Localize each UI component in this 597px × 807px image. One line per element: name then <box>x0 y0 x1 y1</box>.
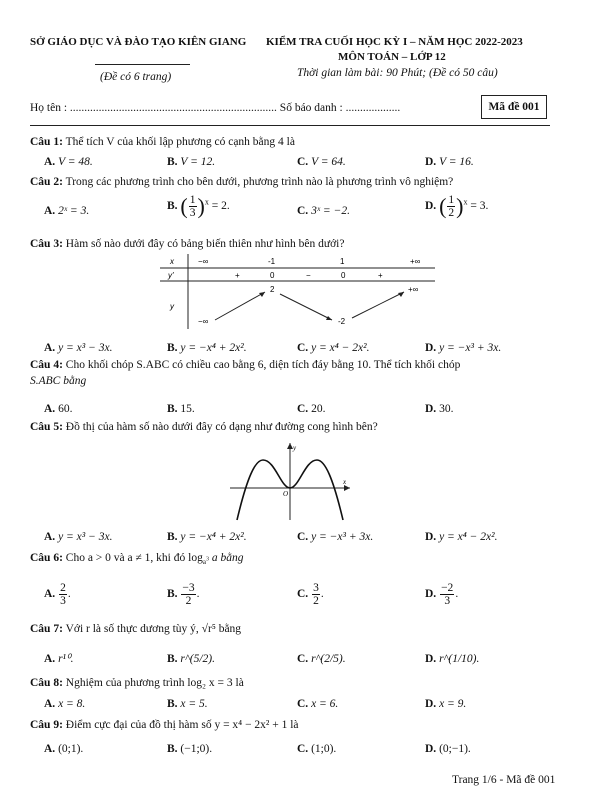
question-7: Câu 7: Với r là số thực dương tùy ý, √r⁵ bằng <box>30 623 242 635</box>
origin-label: O <box>283 490 289 498</box>
q7-option-b: B. r^(5/2). <box>167 653 215 665</box>
exam-code-box: Mã đề 001 <box>481 95 547 119</box>
axis-x-label: x <box>343 478 347 486</box>
q4-option-c: C. 20. <box>297 403 326 415</box>
q4-option-b: B. 15. <box>167 403 195 415</box>
q9-option-c: C. (1;0). <box>297 743 337 755</box>
question-4-line2: S.ABC bằng <box>30 375 87 387</box>
axis-y-label: y <box>293 444 297 452</box>
q5-option-d: D. y = x⁴ − 2x². <box>425 531 498 543</box>
question-8: Câu 8: Nghiệm của phương trình log₂ x = 3 là <box>30 677 244 689</box>
q1-option-d: D. V = 16. <box>425 156 474 168</box>
q9-option-b: B. (−1;0). <box>167 743 213 755</box>
table-x0: −∞ <box>198 257 209 266</box>
q7-option-a: A. r¹⁰. <box>44 653 74 665</box>
subject-title: MÔN TOÁN – LỚP 12 <box>338 51 446 63</box>
table-x2: 1 <box>340 257 345 266</box>
q4-option-a: A. 60. <box>44 403 73 415</box>
divider <box>95 64 190 65</box>
time-info: Thời gian làm bài: 90 Phút; (Đề có 50 câu) <box>297 67 498 79</box>
table-sign-2: − <box>306 271 311 280</box>
table-val-min: -2 <box>338 317 346 326</box>
page-count: (Đề có 6 trang) <box>100 71 172 83</box>
question-9: Câu 9: Điểm cực đại của đồ thị hàm số y = x⁴ − 2x² + 1 là <box>30 719 299 731</box>
table-val-pos-inf: +∞ <box>408 285 419 294</box>
q8-option-b: B. x = 5. <box>167 698 208 710</box>
question-1: Câu 1: Thể tích V của khối lập phương có cạnh bằng 4 là <box>30 136 295 148</box>
q3-option-d: D. y = −x³ + 3x. <box>425 342 502 354</box>
table-x-label: x <box>170 257 174 266</box>
table-sign-1: 0 <box>270 271 275 280</box>
q6-option-b: B. $\frac{-3}{2}$ . <box>167 582 200 608</box>
q1-option-a: A. V = 48. <box>44 156 93 168</box>
q2-option-b: B. ( $\frac{1}{3}$ )$^x$ = 2. <box>167 193 230 220</box>
question-3: Câu 3: Hàm số nào dưới đây có bảng biến thiên như hình bên dưới? <box>30 238 345 250</box>
table-x1: -1 <box>268 257 276 266</box>
page-footer: Trang 1/6 - Mã đề 001 <box>452 774 556 786</box>
variation-table <box>160 254 435 329</box>
table-y-label: y <box>170 302 174 311</box>
table-sign-0: + <box>235 271 240 280</box>
table-sign-4: + <box>378 271 383 280</box>
q9-option-d: D. (0;−1). <box>425 743 471 755</box>
q8-option-d: D. x = 9. <box>425 698 467 710</box>
curve-graph <box>225 438 355 523</box>
question-2: Câu 2: Trong các phương trình cho bên dưới, phương trình nào là phương trình vô nghiệm? <box>30 176 454 188</box>
table-yp-label: y' <box>168 271 174 280</box>
q2-option-a: A. 2ˣ = 3. <box>44 205 90 217</box>
exam-title: KIỂM TRA CUỐI HỌC KỲ I – NĂM HỌC 2022-2023 <box>266 36 523 48</box>
q8-option-c: C. x = 6. <box>297 698 339 710</box>
department-name: SỞ GIÁO DỤC VÀ ĐÀO TẠO KIÊN GIANG <box>30 36 247 48</box>
q4-option-d: D. 30. <box>425 403 454 415</box>
q6-option-a: A. $\frac{2}{3}$ . <box>44 582 71 608</box>
q5-option-a: A. y = x³ − 3x. <box>44 531 113 543</box>
header-divider <box>30 125 550 126</box>
q5-option-b: B. y = −x⁴ + 2x². <box>167 531 247 543</box>
table-x3: +∞ <box>410 257 421 266</box>
q6-option-d: D. $\frac{-2}{3}$ . <box>425 582 459 608</box>
q3-option-c: C. y = x⁴ − 2x². <box>297 342 370 354</box>
q7-option-d: D. r^(1/10). <box>425 653 480 665</box>
question-4: Câu 4: Cho khối chóp S.ABC có chiều cao bằng 6, diện tích đáy bằng 10. Thể tích khối chóp <box>30 359 461 371</box>
q1-option-b: B. V = 12. <box>167 156 216 168</box>
q1-option-c: C. V = 64. <box>297 156 346 168</box>
q3-option-a: A. y = x³ − 3x. <box>44 342 113 354</box>
question-5: Câu 5: Đồ thị của hàm số nào dưới đây có dạng như đường cong hình bên? <box>30 421 378 433</box>
q6-option-c: C. $\frac{3}{2}$ . <box>297 582 324 608</box>
q2-option-d: D. ( $\frac{1}{2}$ )$^x$ = 3. <box>425 193 489 220</box>
student-info-line: Họ tên : ........................................................................ Số báo danh : ................... <box>30 102 401 114</box>
q3-option-b: B. y = −x⁴ + 2x². <box>167 342 247 354</box>
q2-option-c: C. 3ˣ = −2. <box>297 205 350 217</box>
q8-option-a: A. x = 8. <box>44 698 86 710</box>
table-val-neg-inf: −∞ <box>198 317 209 326</box>
q7-option-c: C. r^(2/5). <box>297 653 346 665</box>
q5-option-c: C. y = −x³ + 3x. <box>297 531 374 543</box>
question-6: Câu 6: Cho a > 0 và a ≠ 1, khi đó $\log_{a^3} a$ bằng <box>30 552 244 567</box>
table-val-max: 2 <box>270 285 275 294</box>
table-sign-3: 0 <box>341 271 346 280</box>
q9-option-a: A. (0;1). <box>44 743 84 755</box>
